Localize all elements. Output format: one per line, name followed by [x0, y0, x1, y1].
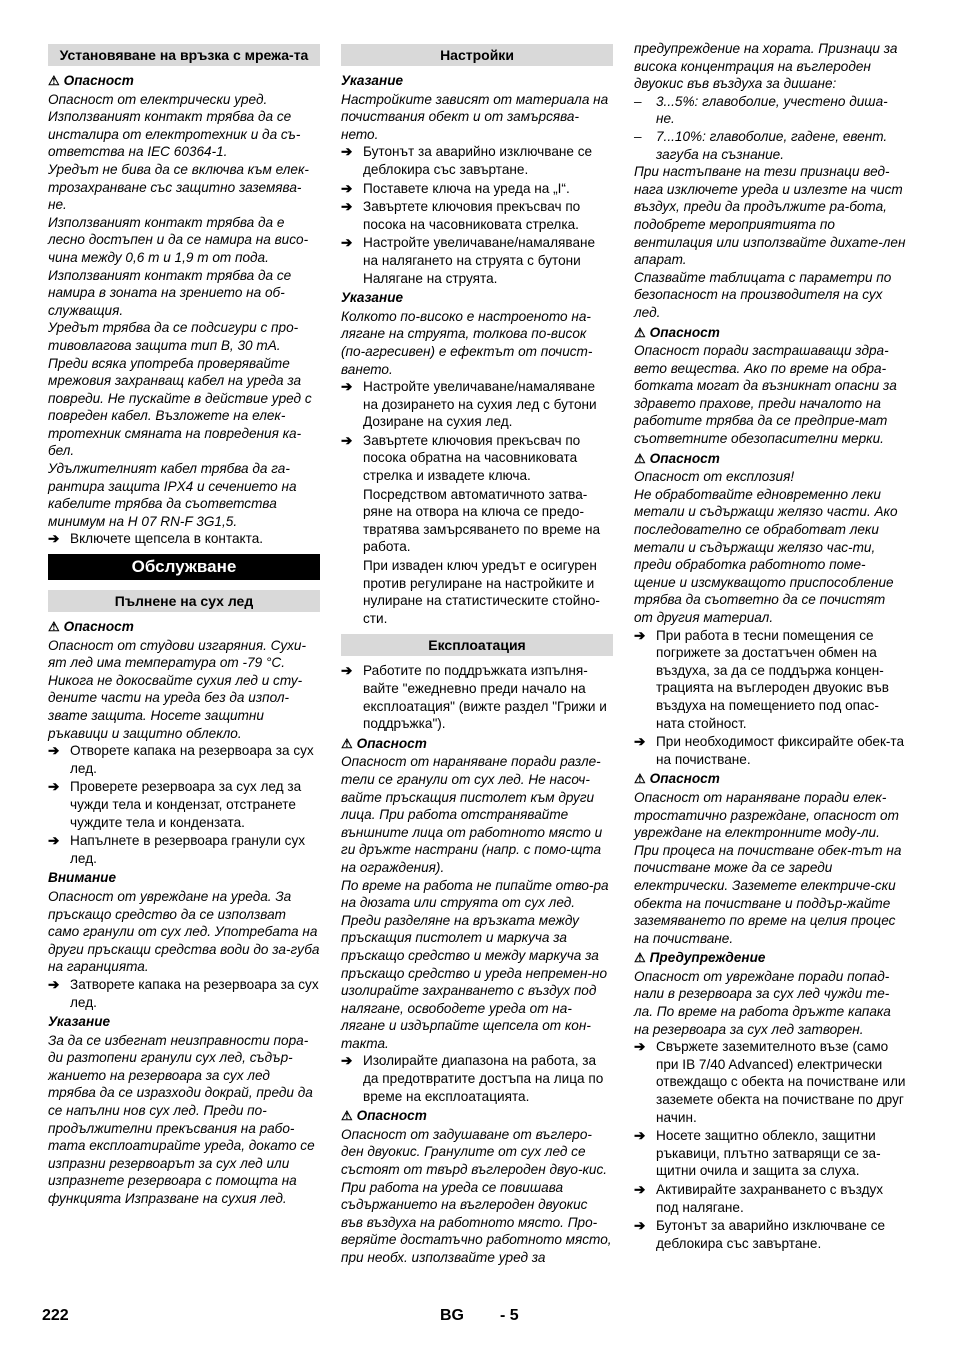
indented-paragraph: При изваден ключ уредът е осигурен против регулиране на настройките и нулиране на статистическите стойно-сти.: [363, 558, 600, 626]
danger-label: Опасност: [63, 619, 134, 635]
warning-triangle-icon: ⚠: [634, 324, 646, 340]
arrow-right-icon: ➔: [634, 734, 646, 750]
warning-triangle-icon: ⚠: [48, 73, 60, 88]
paragraph: При настъпване на тези признаци вед-нага изключете уреда и излезте на чист въздух, преди да продължите ра-бота, подобрете мероприятията по вентилация или използвайте дихате-лен апарат.: [634, 164, 906, 268]
step-text: Активирайте захранването с въздух под налягане.: [656, 1182, 884, 1215]
instruction-step: [634, 733, 906, 768]
page-number: 222: [42, 1307, 69, 1324]
instruction-step: [48, 976, 320, 1011]
step-text: Поставете ключа на уреда на „I“.: [363, 180, 570, 196]
danger-label: Опасност: [63, 73, 134, 88]
instruction-step: [48, 778, 320, 831]
arrow-right-icon: ➔: [341, 199, 353, 215]
arrow-right-icon: ➔: [341, 1053, 353, 1069]
paragraph: Спазвайте таблицата с параметри по безопасност на производителя на сух лед.: [634, 269, 892, 320]
instruction-step: [48, 832, 320, 867]
paragraph: Уредът не бива да се включва към елек-трозахранване със защитно заземява-не.: [48, 161, 309, 213]
arrow-right-icon: ➔: [48, 976, 60, 992]
warning-triangle-icon: ⚠: [634, 771, 646, 787]
arrow-right-icon: ➔: [634, 1182, 646, 1197]
danger-heading: [634, 770, 906, 788]
arrow-right-icon: ➔: [634, 1128, 646, 1144]
paragraph: Използваният контакт трябва да се намира в зоната на зрението на об-служващия.: [48, 267, 292, 318]
instruction-step: [48, 742, 320, 777]
step-text: Настройте увеличаване/намаляване на дозирането на сухия лед с бутони Дозиране на сухия лед.: [363, 379, 597, 430]
danger-label: Опасност: [649, 771, 720, 787]
arrow-right-icon: ➔: [48, 743, 60, 759]
list-text: 7...10%: главоболие, гадене, евент. загуба на съзнание.: [656, 128, 888, 162]
paragraph: Опасност от увреждане на уреда. За пръскащо средство да се използват само гранули от сух лед. Употребата на други пръскащи средства води до за-губа на гаранцията.: [48, 888, 320, 975]
note-heading: Указание: [341, 73, 404, 88]
arrow-right-icon: ➔: [341, 180, 353, 196]
arrow-right-icon: ➔: [341, 379, 353, 395]
arrow-right-icon: ➔: [341, 432, 353, 448]
step-text: Носете защитно облекло, защитни ръкавици, плътно затварящи се за-щитни очила и защита за слуха.: [656, 1128, 881, 1179]
danger-label: Опасност: [649, 450, 720, 466]
instruction-step: [341, 143, 613, 178]
paragraph: Преди всяка употреба проверявайте мрежовия захранващ кабел на уреда за повреди. Не пускайте в действие уред с повреден кабел. Възложете на елек-тротехник смяната на повредения ка-бел.: [48, 355, 312, 459]
warning-label: Предупреждение: [649, 950, 766, 966]
step-text: Изолирайте диапазона на работа, за да предотвратите достъпа на лица по време на експлоатацията.: [363, 1053, 604, 1104]
danger-heading: [341, 1107, 613, 1125]
arrow-right-icon: ➔: [48, 779, 60, 795]
arrow-right-icon: ➔: [48, 531, 60, 547]
list-text: 3...5%: главоболие, учестено диша-не.: [656, 93, 888, 127]
danger-heading: [48, 72, 320, 90]
paragraph: Използваният контакт трябва да е лесно достъпен и да се намира на висо-чина между 0,6 m и 1,9 m от пода.: [48, 214, 309, 265]
warning-triangle-icon: ⚠: [634, 450, 646, 466]
language-code: BG: [440, 1307, 464, 1324]
step-text: Работите по поддръжката изпълня-вайте "ежедневно преди начало на експлоатация" (вижте раздел "Грижи и поддръжка").: [363, 663, 607, 732]
instruction-step: [634, 1217, 906, 1252]
danger-heading: [634, 324, 906, 342]
step-text: Проверете резервоара за сух лед за чужди тела и кондензат, отстранете чуждите тела и кондензата.: [70, 779, 302, 830]
warning-triangle-icon: ⚠: [48, 619, 60, 635]
step-text: Напълнете в резервоара гранули сух лед.: [70, 833, 306, 866]
paragraph: Опасност от студови изгаряния. Сухи-ят лед има температура от -79 °C. Никога не докосвайте сухия лед и сту-дените части на уреда без да изпол-звате защита. Носете защитни ръкавици и защитно облекло.: [48, 637, 306, 741]
instruction-step: [634, 1127, 906, 1180]
step-text: Бутонът за аварийно изключване се деблокира със завъртане.: [363, 144, 593, 177]
note-heading: Указание: [48, 1014, 111, 1030]
section-page-number: - 5: [500, 1307, 519, 1324]
paragraph: Опасност от нараняване поради елек-тростатично разреждане, опасност от увреждане на електронните моду-ли. При процеса на почистване обек-тът на почистване може да се зареди електрически. Заземете електриче-ски обекта на почистване и поддър-жайте заземяването по време на целия процес на почистване.: [634, 789, 902, 946]
paragraph: предупреждение на хората. Признаци за висока концентрация на въглероден двуокис във въздуха за дишане:: [634, 41, 898, 92]
step-text: Настройте увеличаване/намаляване на налягането на струята с бутони Налягане на струята.: [363, 235, 596, 286]
instruction-step: [341, 1052, 613, 1105]
dash-list-item: [634, 93, 906, 128]
section-heading-settings: Настройки: [341, 44, 613, 66]
dash-bullet-icon: –: [634, 93, 642, 109]
danger-heading: [48, 618, 320, 636]
instruction-step: [341, 432, 613, 485]
dash-list-item: [634, 128, 906, 163]
step-text: При работа в тесни помещения се погрижете за достатъчен обмен на въздуха, за да се поддържа концен-трацията на въглероден двуокис във въздуха на помещението под опас-ната стойност.: [656, 627, 890, 731]
step-text: При необходимост фиксирайте обек-та на почистване.: [656, 734, 905, 767]
danger-label: Опасност: [356, 1108, 427, 1124]
danger-heading: [341, 735, 613, 753]
paragraph: Удължителният кабел трябва да га-рантира защита IPX4 и сечението на кабелите трябва да съответства минимум на H 07 RN-F 3G1,5.: [48, 461, 297, 529]
step-text: Отворете капака на резервоара за сух лед.: [70, 743, 314, 776]
paragraph: Опасност от задушаване от въглеро-ден двуокис. Гранулите от сух лед се състоят от твърд въглероден двуо-кис. При работа на уреда се повишава съдържанието на въглероден двуокис във въздуха на работното място. Про-веряйте достатъчно работното място, при необх. използвайте уред за: [341, 1126, 612, 1265]
step-text: Завъртете ключовия прекъсвач по посока обратна на часовниковата стрелка и извадете ключа.: [363, 432, 581, 484]
column-3: [634, 40, 906, 1253]
paragraph: Уредът трябва да се подсигури с про-тивовлагова защита тип B, 30 mA.: [48, 320, 299, 353]
section-heading-operation: Експлоатация: [341, 634, 613, 656]
paragraph: За да се избегнат неизправности пора-ди разтопени гранули сух лед, съдър-жанието на резервоара за сух лед трябва да се изразходи докрай, преди да се напълни нов сух лед. Преди по-продължителни прекъсвания на рабо-тата експлоатирайте уреда, докато се изпразни резервоарът за сух лед или изпразнете резервоара с помощта на функцията Изпразване на сухия лед.: [48, 1032, 315, 1207]
dash-bullet-icon: –: [634, 128, 642, 144]
section-heading-mains-connection: Установяване на връзка с мрежа-та: [48, 44, 320, 66]
danger-heading: [634, 450, 906, 468]
paragraph: Използваният контакт трябва да се инсталира от електротехник и да съ-ответства на IEC 60364-1.: [48, 109, 301, 160]
warning-heading: [634, 949, 906, 967]
note-heading: Указание: [341, 290, 404, 306]
paragraph: Опасност поради застрашаващи здра-вето вещества. Ако по време на обра-ботката могат да възникнат опасни за здравето прахове, преди началото на работите трябва да се предприе-мат съответните обезопасителни мерки.: [634, 343, 897, 447]
warning-triangle-icon: ⚠: [634, 950, 646, 966]
instruction-step: [634, 1181, 906, 1216]
paragraph: Не обработвайте едновременно леки метали и съдържащи желязо части. Ако последователно се обработват леки метали и съдържащи желязо час-ти, преди обработка работното поме-щение и изсмукващото приспособление трябва да съответно да се почистят от другия материал.: [634, 486, 898, 625]
arrow-right-icon: ➔: [634, 1039, 646, 1055]
paragraph: Настройките зависят от материала на почиствания обект и от замърсява-нето.: [341, 91, 609, 142]
instruction-step: [341, 180, 613, 198]
paragraph: Опасност от експлозия!: [634, 469, 795, 485]
section-heading-dry-ice-filling: Пълнене на сух лед: [48, 590, 320, 612]
instruction-step: [341, 662, 613, 732]
column-1: [48, 44, 320, 1208]
step-text: Включете щепсела в контакта.: [70, 531, 264, 547]
danger-label: Опасност: [356, 735, 427, 751]
arrow-right-icon: ➔: [341, 144, 353, 160]
arrow-right-icon: ➔: [634, 1218, 646, 1234]
indented-paragraph: Посредством автоматичното затва-ряне на отвора на ключа се предо-твратява замърсяването по време на работа.: [363, 486, 601, 555]
warning-triangle-icon: ⚠: [341, 735, 353, 751]
instruction-step: [341, 378, 613, 431]
paragraph: Опасност от увреждане поради попад-нали в резервоара за сух лед чужди те-ла. По време на работа дръжте капака на резервоара за сух лед затворен.: [634, 968, 891, 1037]
main-heading-operation: Обслужване: [48, 554, 320, 580]
caution-heading: Внимание: [48, 870, 117, 886]
step-text: Свържете заземителното възе (само при IB 7/40 Advanced) електрически отвеждащо с обекта на почистване или заземете обекта на почистване по друг начин.: [656, 1039, 906, 1125]
instruction-step: [48, 530, 320, 548]
danger-label: Опасност: [649, 324, 720, 340]
column-2: [341, 44, 613, 1267]
paragraph: Опасност от нараняване поради разле-тели се гранули от сух лед. Не насоч-вайте пръскащия пистолет към други лица. При работа отстранявайте външните лица от работното място и ги дръжте настрани (напр. с помо-щта на ограждения).: [341, 754, 603, 875]
step-text: Завъртете ключовия прекъсвач по посока на часовниковата стрелка.: [363, 199, 581, 232]
instruction-step: [634, 1038, 906, 1126]
arrow-right-icon: ➔: [341, 235, 353, 251]
instruction-step: [634, 627, 906, 733]
warning-triangle-icon: ⚠: [341, 1108, 353, 1124]
step-text: Затворете капака на резервоара за сух лед.: [70, 976, 319, 1010]
step-text: Бутонът за аварийно изключване се деблокира със завъртане.: [656, 1218, 886, 1251]
paragraph: Опасност от електрически уред.: [48, 91, 268, 107]
arrow-right-icon: ➔: [634, 627, 646, 643]
instruction-step: [341, 234, 613, 287]
arrow-right-icon: ➔: [48, 833, 60, 849]
arrow-right-icon: ➔: [341, 663, 353, 679]
paragraph: По време на работа не пипайте отво-ра на дюзата или струята от сух лед. Преди разделяне на връзката между пръскащия пистолет и маркуча за пръскащо средство и между маркуча за пръскащо средство и уреда непремен-но изолирайте захранването с въздух под налягане, освободете уреда от на-лягане и издърпайте щепсела от кон-такта.: [341, 877, 609, 1051]
paragraph: Колкото по-високо е настроеното на-лягане на струята, толкова по-висок (по-агресивен) е ефектът от почист-ването.: [341, 308, 593, 377]
instruction-step: [341, 198, 613, 233]
